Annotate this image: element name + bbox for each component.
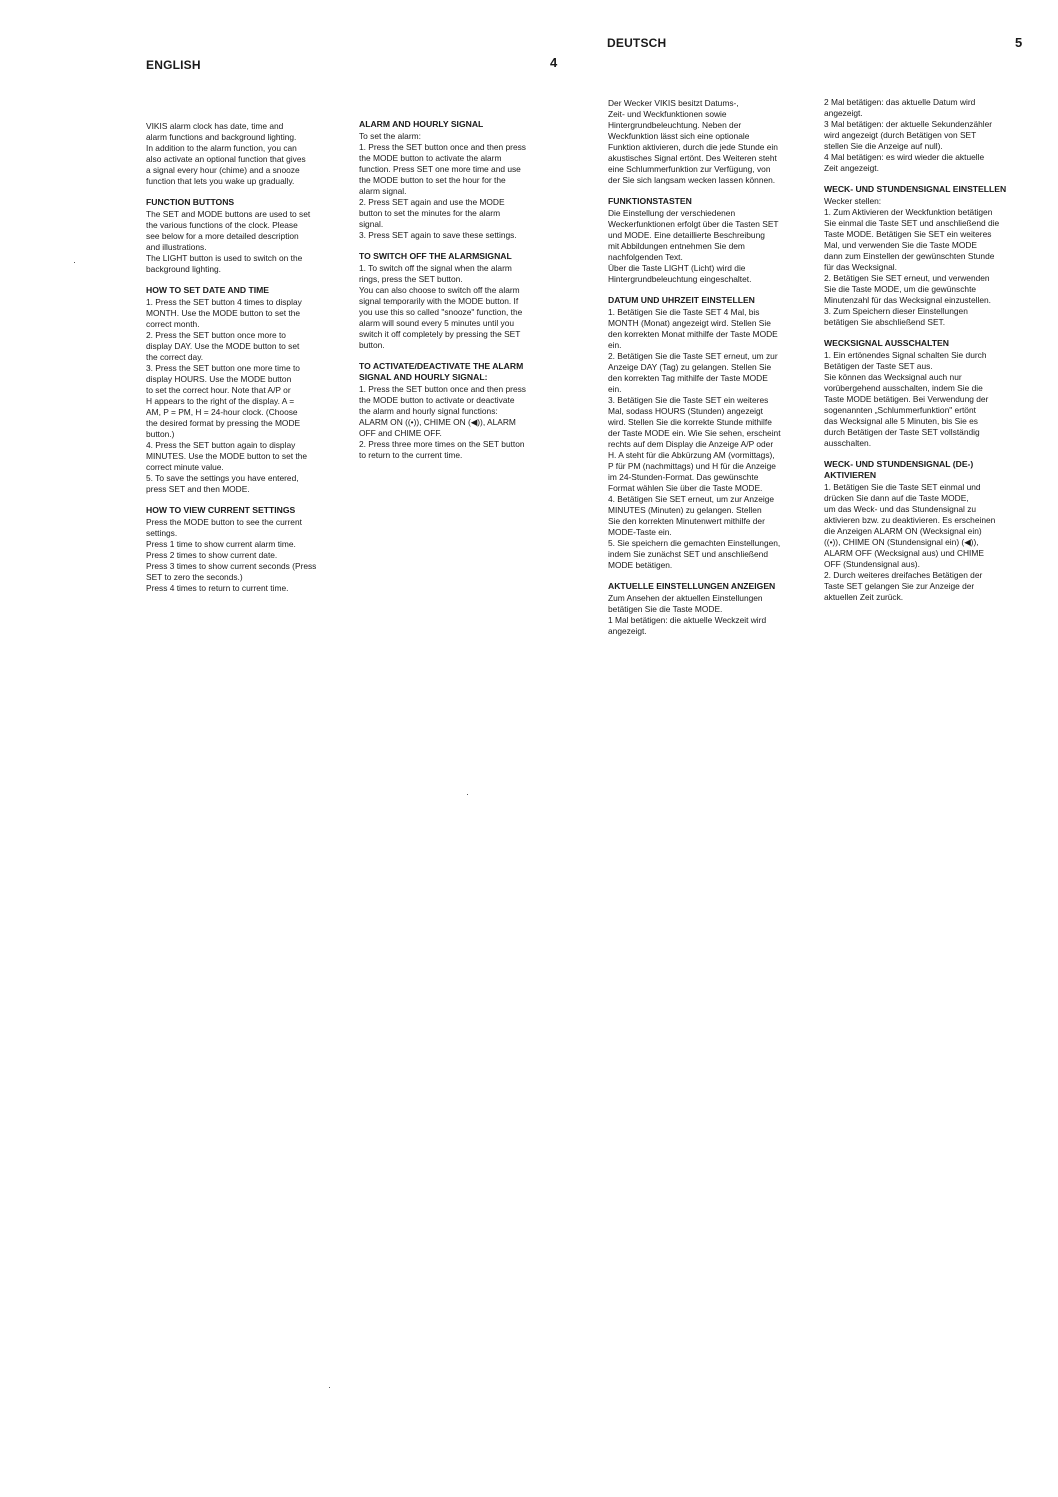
section-heading: TO ACTIVATE/DEACTIVATE THE ALARM SIGNAL AND HOURLY SIGNAL: [359, 361, 524, 382]
section-heading: DATUM UND UHRZEIT EINSTELLEN [608, 295, 755, 305]
section-heading: WECKSIGNAL AUSSCHALTEN [824, 338, 949, 348]
page-language-label: DEUTSCH [607, 36, 667, 50]
section-body: Die Einstellung der verschiedenen Weckerfunktionen erfolgt über die Tasten SET und MODE. Eine detaillierte Beschreibung mit Abbildungen entnehmen Sie dem nachfolgenden Text. Über die Taste LIGHT (Licht) wird die Hintergrundbeleuchtung eingeschaltet. [608, 208, 779, 284]
section-heading: TO SWITCH OFF THE ALARMSIGNAL [359, 251, 512, 261]
text-column-4 [824, 97, 1024, 603]
section-body: Press the MODE button to see the current settings. Press 1 time to show current alarm time. Press 2 times to show current date. Press 3 times to show current seconds (Press SET to zero the seconds.) Press 4 times to return to current time. [146, 517, 317, 593]
section-heading: WECK- UND STUNDENSIGNAL EINSTELLEN [824, 184, 1007, 194]
section-heading: WECK- UND STUNDENSIGNAL (DE-) AKTIVIEREN [824, 459, 974, 480]
text-column-1 [146, 121, 346, 594]
scan-speck [467, 794, 468, 795]
section-body: 1. Betätigen Sie die Taste SET 4 Mal, bis MONTH (Monat) angezeigt wird. Stellen Sie den korrekten Monat mithilfe der Taste MODE ein. 2. Betätigen Sie die Taste SET erneut, um zur Anzeige DAY (Tag) zu gelangen. Stellen Sie den korrekten Tag mithilfe der Taste MODE ein. 3. Betätigen Sie die Taste SET ein weiteres Mal, sodass HOURS (Stunden) angezeigt wird. Stellen Sie die korrekte Stunde mithilfe der Taste MODE ein. Wie Sie sehen, erscheint rechts auf dem Display die Anzeige A/P oder H. A steht für die Abkürzung AM (vormittags), P für PM (nachmittags) und H für die Anzeige im 24-Stunden-Format. Das gewünschte Format wählen Sie über die Taste MODE. 4. Betätigen Sie SET erneut, um zur Anzeige MINUTES (Minuten) zu gelangen. Stellen Sie den korrekten Minutenwert mithilfe der MODE-Taste ein. 5. Sie speichern die gemachten Einstellungen, indem Sie zunächst SET und anschließend MODE betätigen. [608, 307, 781, 570]
section-heading: HOW TO VIEW CURRENT SETTINGS [146, 505, 296, 515]
page-language-label: ENGLISH [146, 58, 201, 72]
section-body: 1. Betätigen Sie die Taste SET einmal und drücken Sie dann auf die Taste MODE, um das Weck- und das Stundensignal zu aktivieren bzw. zu deaktivieren. Es erscheinen die Anzeigen ALARM ON (Wecksignal ein) ((•)), CHIME ON (Stundensignal ein) (◀)), ALARM OFF (Wecksignal aus) und CHIME OFF (Stundensignal aus). 2. Durch weiteres dreifaches Betätigen der Taste SET gelangen Sie zur Anzeige der aktuellen Zeit zurück. [824, 482, 996, 602]
section-body: Zum Ansehen der aktuellen Einstellungen betätigen Sie die Taste MODE. 1 Mal betätigen: die aktuelle Weckzeit wird angezeigt. [608, 593, 767, 636]
scan-speck [329, 1387, 330, 1388]
text-column-2 [359, 119, 559, 461]
section-body: Wecker stellen: 1. Zum Aktivieren der Weckfunktion betätigen Sie einmal die Taste SET und anschließend die Taste MODE. Betätigen Sie SET ein weiteres Mal, und verwenden Sie die Taste MODE dann zum Einstellen der gewünschten Stunde für das Wecksignal. 2. Betätigen Sie SET erneut, und verwenden Sie die Taste MODE, um die gewünschte Minutenzahl für das Wecksignal einzustellen. 3. Zum Speichern dieser Einstellungen betätigen Sie abschließend SET. [824, 196, 1000, 327]
section-body: The SET and MODE buttons are used to set the various functions of the clock. Please see below for a more detailed description and illustrations. The LIGHT button is used to switch on the background lighting. [146, 209, 311, 274]
section-heading: FUNCTION BUTTONS [146, 197, 235, 207]
section-heading: HOW TO SET DATE AND TIME [146, 285, 270, 295]
text-column-3 [608, 98, 808, 637]
section-body: 2 Mal betätigen: das aktuelle Datum wird angezeigt. 3 Mal betätigen: der aktuelle Sekundenzähler wird angezeigt (durch Betätigen von SET stellen Sie die Anzeige auf null). 4 Mal betätigen: es wird wieder die aktuelle Zeit angezeigt. [824, 97, 993, 173]
section-body: VIKIS alarm clock has date, time and alarm functions and background lighting. In addition to the alarm function, you can also activate an optional function that gives a signal every hour (chime) and a snooze function that lets you wake up gradually. [146, 121, 306, 186]
section-heading: ALARM AND HOURLY SIGNAL [359, 119, 484, 129]
page-number: 4 [550, 55, 558, 70]
scan-speck [74, 262, 75, 263]
section-heading: AKTUELLE EINSTELLUNGEN ANZEIGEN [608, 581, 776, 591]
section-body: 1. Press the SET button once and then press the MODE button to activate or deactivate the alarm and hourly signal functions: ALARM ON ((•)), CHIME ON (◀)), ALARM OFF and CHIME OFF. 2. Press three more times on the SET button to return to the current time. [359, 384, 526, 460]
section-body: Der Wecker VIKIS besitzt Datums-, Zeit- und Weckfunktionen sowie Hintergrundbeleuchtung. Neben der Weckfunktion lässt sich eine optionale Funktion aktivieren, durch die jede Stunde ein akustisches Signal ertönt. Des Weiteren steht eine Schlummerfunktion zur Verfügung, von der Sie sich langsam wecken lassen können. [608, 98, 778, 185]
section-heading: FUNKTIONSTASTEN [608, 196, 692, 206]
page-number: 5 [1015, 35, 1023, 50]
section-body: To set the alarm: 1. Press the SET button once and then press the MODE button to activate the alarm function. Press SET one more time and use the MODE button to set the hour for the alarm signal. 2. Press SET again and use the MODE button to set the minutes for the alarm signal. 3. Press SET again to save these settings. [359, 131, 526, 240]
section-body: 1. Press the SET button 4 times to display MONTH. Use the MODE button to set the correct month. 2. Press the SET button once more to display DAY. Use the MODE button to set the correct day. 3. Press the SET button one more time to display HOURS. Use the MODE button to set the correct hour. Note that A/P or H appears to the right of the display. A = AM, P = PM, H = 24-hour clock. (Choose the desired format by pressing the MODE button.) 4. Press the SET button again to display MINUTES. Use the MODE button to set the correct minute value. 5. To save the settings you have entered, press SET and then MODE. [146, 297, 308, 494]
section-body: 1. To switch off the signal when the alarm rings, press the SET button. You can also choose to switch off the alarm signal temporarily with the MODE button. If you use this so called "snooze" function, the alarm will sound every 5 minutes until you switch it off completely by pressing the SET button. [359, 263, 523, 350]
section-body: 1. Ein ertönendes Signal schalten Sie durch Betätigen der Taste SET aus. Sie können das Wecksignal auch nur vorübergehend ausschalten, indem Sie die Taste MODE betätigen. Bei Verwendung der sogenannten „Schlummerfunktion" ertönt das Wecksignal alle 5 Minuten, bis Sie es durch Betätigen der Taste SET vollständig ausschalten. [824, 350, 989, 448]
